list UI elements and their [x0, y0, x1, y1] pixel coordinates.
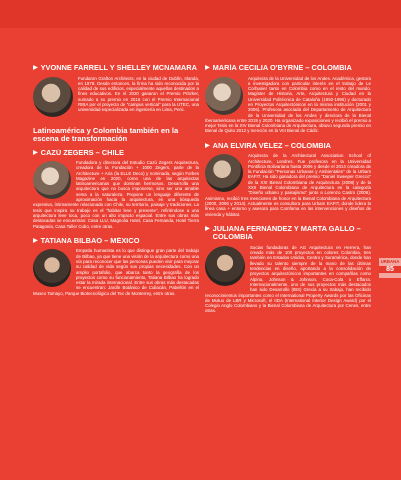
- profile-title: TATIANA BILBAO – MÉXICO: [40, 236, 140, 245]
- profile-text: Empatía humanista es lo que distingue gran parte del trabajo de Bilbao, ya que tiene una visión de la arquitectura como una vía para reconocer que las personas pueden vivir para mejorar su calidad de vida según sus propias necesidades. Con un amplio portafolio, que abarca tanto la geografía de los proyectos como su funcionamiento, Tatiana Bilbao ha logrado estar la mirada internacional. Entre sus obras más destacadas se encuentran: Jardín Botánico de Culiacán, Pabellón en el Museo Tamayo, Parque Biotecnológico del Tec de Monterrey, entre otras.: [33, 248, 199, 296]
- portrait-photo: [33, 161, 71, 199]
- profile-velez: [205, 142, 371, 217]
- profile-text: Fundaron Grafton Architects, en la ciudad de Dublín, Irlanda, en 1978. Desde entonces, la firma ha sido reconocida por la calidad de sus edificios, especialmente aquellos destinados a fines educativos. En el 2020 ganaron el Premio Pritzker, sumado a su premio en 2016 con el Premio Internacional RIBA por el proyecto de "campus vertical" para la UTEC, una universidad especializada en ingeniería en Lima, Perú.: [78, 75, 199, 113]
- profile-heading: [205, 142, 371, 151]
- section-label: URBANA: [380, 259, 400, 264]
- profile-heading: [205, 225, 371, 242]
- profile-obyrne: [205, 64, 371, 134]
- profile-title: JULIANA FERNÁNDEZ Y MARTA GALLO – COLOMBIA: [212, 224, 361, 242]
- profile-text: Arquitecta de la Universidad de los Andes. Académica, gestora e investigadora con particular interés en el trabajo de Le Corbusier tanto en Colombia como en el resto del mundo. Magíster de Historia, Arte, Arquitectura y Ciudad en la Universidad Politécnica de Cataluña (1992-1995) y doctorado en Proyectos Arquitectónicos en la misma institución (2001 y 2006). Profesora asociada del Departamento de Arquitectura de la Universidad de los Andes y directora de la Bienal Iberoamericana entre 2019 y 2020. Ha organizado exposiciones y recibió el premio a mejor Tesis en la XIV Bienal Colombiana de Arquitectura, obtuvo segunda premio en Bienal de Quito 2012 y mención en la VIII Bienal de Cádiz.: [205, 75, 371, 134]
- triangle-bullet-icon: ▶: [33, 65, 38, 71]
- profile-title: YVONNE FARRELL Y SHELLEY MCNAMARA: [40, 64, 197, 72]
- triangle-bullet-icon: ▶: [33, 237, 38, 244]
- section-subtitle: Latinoamérica y Colombia también en la escena de transformación: [33, 125, 179, 143]
- portrait-photo: [33, 77, 73, 117]
- profile-heading: [33, 149, 199, 158]
- profile-text: Socias fundadoras de AG Arquitectura en Herrera, han creado más de 100 proyectos en colores Colombia, tres también en Estados Unidos, Centro y Suramérica, donde han llevado su talento siempre de la mano de las últimas tendencias en diseño, aportando a la consolidación de proyectos arquitectónicos importantes en compañías como Alpina, Johnson & Johnson, Coca-Cola o Effarra. Internacionalmente, uno de sus proyectos más destacados han sido Desarrollo (IBS) Grecia a su trabajo, han recibido reconocimientos importantes como el International Property Awards por las Oficinas de Mutuo de LBR y Microsoft, el IIDA (International Interior Design Award) por el Colegio Anglo Colombiano y la Bienal Colombiana de Arquitectura por Cenes, entre otras.: [205, 244, 371, 314]
- triangle-bullet-icon: ▶: [33, 149, 38, 156]
- portrait-photo: [205, 77, 243, 115]
- profile-text: Fundadora y directora del Estudio Cazú Zegers Arquitectura, creadora de la Fundación + 1000 Zegers, parte de la Architecture + Aria (la ELLE Deco) y nominada, según Forbes Magazine en 2020, como una de las arquitectas latinoamericanas que dominan hermosos. Desarrolla una arquitectura que no busca imponerse, sino ser una amable sema a la naturaleza. Propone un lenguaje diferente de aproximación hacia la arquitectura, en una búsqueda expresiva, íntimamente relacionada con Chile, su territorio, paisaje y tradiciones. La tesis que inspira su trabajo es el "habitar leve y presente", refiriéndose a una arquitectura leve toca, poco con un alto impacto espacial. Entre sus obras más destacadas se encuentran: Casa LLU, Magnolia Hotel, Casa Fernanda, Hotel Tierra Patagonia, Casa Taller Cubo, entre otras.: [33, 160, 199, 229]
- profile-text: Arquitecta de la Architectural Association School of Architecture, Londres. Fue profesora en la Universidad Pontificia Bolivariana hasta 2006 y desde el 2014 creadora de la Fundación "Personas Urbanas y Ambientales" de la Urbam EAFIT. Ha sido ganadora del premio "Daniel Sweeper Grecco" de la XXI Bienal Colombiana de Arquitectura (2008) y de la XXII Bienal Colombiana de Arquitectura en la categoría "Diseño urbano y paisajismo" junto a Lorenzo Castro (2006). Asimismo, recibió tres menciones de honor en la Bienal Colombiana de Arquitectura (2000, 2006 y 2014). Actualmente es consultora para Urbam EAFIT, donde lidera la línea casa + entorno y asesora para Comfama en las intervenciones y diseños de vivienda y hábitat.: [205, 153, 371, 217]
- profile-title: MARÍA CECILIA O'BYRNE – COLOMBIA: [212, 64, 352, 72]
- profile-farrell-mcnamara: [33, 64, 199, 119]
- profile-title: CAZÚ ZEGERS – CHILE: [40, 148, 124, 157]
- profile-heading: [33, 64, 199, 73]
- triangle-bullet-icon: ▶: [205, 65, 210, 71]
- page-number: 85: [379, 266, 401, 273]
- triangle-bullet-icon: ▶: [205, 225, 210, 232]
- profile-heading: [205, 64, 371, 73]
- triangle-bullet-icon: ▶: [205, 142, 210, 149]
- portrait-photo: [205, 154, 243, 192]
- profile-title: ANA ELVIRA VÉLEZ – COLOMBIA: [212, 141, 332, 150]
- profile-heading: [33, 237, 199, 246]
- profile-zegers: [33, 149, 199, 229]
- section-tab: [379, 258, 401, 278]
- profile-fernandez-gallo: [205, 225, 371, 314]
- portrait-photo: [205, 246, 245, 286]
- right-column: [205, 64, 371, 322]
- left-column: [33, 64, 199, 304]
- top-band: [0, 0, 401, 28]
- profile-bilbao: [33, 237, 199, 296]
